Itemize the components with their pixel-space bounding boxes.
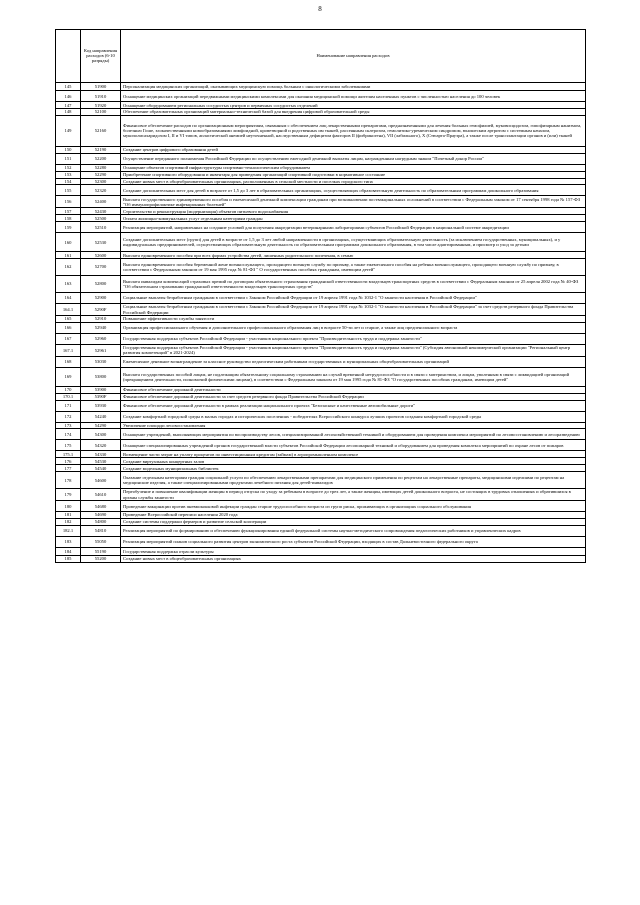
row-name: Государственная поддержка субъектов Российской Федерации - участников национального проекта "Производительность труда и поддержка занятости" (Субсидия автономной некоммерческой организации "Региональный центр развития компетенций" в 2021-2024) [121,344,586,356]
row-name: Приобретение спортивного оборудования и инвентаря для приведения организаций спортивной подготовки в нормативное состояние [121,171,586,178]
table-row [56,208,586,215]
table-row [56,153,586,164]
row-number: 162 [56,259,81,276]
row-number: 163 [56,276,81,293]
row-name: Оснащение объектов спортивной инфраструктуры спортивно-технологическим оборудованием [121,164,586,171]
row-name: Повышение эффективности службы занятости [121,315,586,322]
table-body [56,82,586,562]
table-row [56,315,586,322]
row-name: Создание новых мест в общеобразовательных организациях, расположенных в сельской местности и поселках городского типа [121,178,586,185]
table-row [56,465,586,472]
table-row [56,451,586,458]
row-number: 156 [56,196,81,208]
row-number: 171 [56,400,81,411]
table-row [56,356,586,367]
row-name: Ежемесячное денежное вознаграждение за классное руководство педагогическим работникам государственных и муниципальных общеобразовательных организаций [121,356,586,367]
row-number: 167 [56,333,81,344]
row-code: 54610 [81,489,121,501]
header-number [56,30,81,83]
row-code: 54600 [81,472,121,489]
row-code: 55190 [81,547,121,555]
row-name: Оснащение специализированных учреждений органов государственной власти субъектов Российской Федерации лесопожарной техникой и оборудованием для проведения комплекса мероприятий по охране лесов от пожаров [121,440,586,451]
row-name: Обеспечение образовательных организаций материально-технической базой для внедрения цифровой образовательной среды [121,109,586,116]
row-name: Увеличение площади лесовосстановления [121,422,586,429]
table-row [56,429,586,440]
row-code: 5390F [81,393,121,400]
row-number: 158 [56,215,81,222]
row-name: Создание системы поддержки фермеров и развитие сельской кооперации [121,518,586,525]
row-number: 183 [56,536,81,547]
row-number: 150 [56,146,81,153]
row-number: 185 [56,555,81,562]
row-code: 52160 [81,115,121,146]
row-number: 157 [56,208,81,215]
row-number: 182 [56,518,81,525]
table-row [56,171,586,178]
row-number: 175.1 [56,451,81,458]
row-name: Выплата единовременного пособия беременной жене военнослужащего, проходящего военную службу по призыву, а также ежемесячного пособия на ребенка военнослужащего, проходящего военную службу по призыву, в соответствии с Федеральным законом от 19 мая 1995 года № 81-ФЗ " О государственных пособиях гражданам, имеющим детей" [121,259,586,276]
table-row [56,91,586,102]
row-number: 175 [56,440,81,451]
row-code: 52280 [81,164,121,171]
table-row [56,293,586,304]
row-number: 149 [56,115,81,146]
row-name: Персонализация медицинских организаций, оказывающих медицинскую помощь больным с онкологическими заболеваниями [121,82,586,90]
row-name: Финансовое обеспечение расходов по организационным мероприятиям, связанным с обеспечением лиц лекарственными препаратами, предназначенными для лечения больных гемофилией, муковисцидозом, гипофизарным нанизмом, болезнью Гоше, злокачественными новообразованиями лимфоидной, кроветворной и родственных им тканей, рассеянным склерозом, гемолитико-уремическим синдромом, юношеским артритом с системным началом, мукополисахаридозом I, II и VI типов, апластической анемией неуточненной, наследственным дефицитом факторов II (фибриногена), VII (лабильного), X (Стюарта-Прауэра), а также после трансплантации органов и (или) тканей [121,115,586,146]
row-name: Выплата инвалидам компенсаций страховых премий по договорам обязательного страхования гражданской ответственности владельцев транспортных средств в соответствии с Федеральным законом от 25 апреля 2002 года № 40-ФЗ "Об обязательном страховании гражданской ответственности владельцев транспортных средств" [121,276,586,293]
row-name: Финансовое обеспечение дорожной деятельности [121,386,586,393]
row-number: 170.1 [56,393,81,400]
row-code: 54330 [81,451,121,458]
row-name: Государственная поддержка субъектов Российской Федерации - участников национального проекта "Производительность труда и поддержка занятости" [121,333,586,344]
row-number: 146 [56,91,81,102]
row-code: 52430 [81,208,121,215]
row-code: 54800 [81,518,121,525]
row-name: Организация профессионального обучения и дополнительного профессионального образования лиц в возрасте 50-ти лет и старше, а также лиц предпенсионного возраста [121,322,586,333]
header-code: Код направления расходов (6-10 разряды) [81,30,121,83]
table-row [56,393,586,400]
row-code: 54300 [81,429,121,440]
row-number: 181 [56,512,81,519]
table-row [56,82,586,90]
row-name: Создание новых мест в общеобразовательных организациях [121,555,586,562]
row-code: 52960 [81,333,121,344]
header-name: Наименование направления расходов [121,30,586,83]
table-row [56,501,586,512]
row-name: Проведение вакцинации против пневмококковой инфекции граждан старше трудоспособного возраста из групп риска, проживающих в организациях социального обслуживания [121,501,586,512]
row-code: 52600 [81,252,121,259]
table-row [56,102,586,109]
row-number: 179 [56,489,81,501]
row-name: Социальные выплаты безработным гражданам в соответствии с Законом Российской Федерации от 19 апреля 1991 года № 1032-1 "О занятости населения в Российской Федерации" за счет средств резервного фонда Правительства Российской Федерации [121,304,586,316]
row-number: 151 [56,153,81,164]
table-row [56,322,586,333]
expense-codes-table [55,29,586,563]
row-number: 145 [56,82,81,90]
table-row [56,276,586,293]
row-code: 54540 [81,465,121,472]
row-code: 52400 [81,196,121,208]
page-number: 8 [318,5,322,13]
row-code: 52900 [81,293,121,304]
table-row [56,472,586,489]
row-name: Выплата единовременного пособия при всех формах устройства детей, лишенных родительского попечения, в семью [121,252,586,259]
row-code: 52290 [81,171,121,178]
row-name: Создание виртуальных концертных залов [121,458,586,465]
table-row [56,411,586,422]
table-row [56,185,586,196]
row-number: 153 [56,171,81,178]
table-row [56,344,586,356]
row-code: 53030 [81,356,121,367]
row-name: Выплата государственного единовременного пособия и ежемесячной денежной компенсации гражданам при возникновении поствакцинальных осложнений в соответствии с Федеральным законом от 17 сентября 1998 года № 157-ФЗ "Об иммунопрофилактике инфекционных болезней" [121,196,586,208]
row-name: Переобучение и повышение квалификации женщин в период отпуска по уходу за ребенком в возрасте до трех лет, а также женщин, имеющих детей дошкольного возраста, не состоящих в трудовых отношениях и обратившихся в органы службы занятости [121,489,586,501]
row-name: Финансовое обеспечение дорожной деятельности за счет средств резервного фонда Правительства Российской Федерации [121,393,586,400]
row-name: Строительство и реконструкция (модернизация) объектов питьевого водоснабжения [121,208,586,215]
row-number: 184 [56,547,81,555]
row-code: 55200 [81,555,121,562]
row-name: Реализация мероприятий планов социального развития центров экономического роста субъектов Российской Федерации, входящих в состав Дальневосточного федерального округа [121,536,586,547]
row-name: Реализация мероприятий, направленных на создание условий для получения аккредитации ветеринарными лабораториями субъектов Российской Федерации в национальной системе аккредитации [121,222,586,233]
table-row [56,164,586,171]
table-row [56,525,586,536]
table-row [56,386,586,393]
table-row [56,222,586,233]
row-number: 154 [56,178,81,185]
row-code: 54320 [81,440,121,451]
row-name: Финансовое обеспечение дорожной деятельности в рамках реализации национального проекта "Безопасные и качественные автомобильные дороги" [121,400,586,411]
row-number: 180 [56,501,81,512]
row-code: 53900 [81,386,121,393]
row-number: 170 [56,386,81,393]
row-code: 52510 [81,222,121,233]
row-number: 159 [56,222,81,233]
row-code: 51900 [81,82,121,90]
table-row [56,146,586,153]
row-number: 172 [56,411,81,422]
table-row [56,400,586,411]
table-row [56,489,586,501]
row-name: Возмещение части затрат на уплату процентов по инвестиционным кредитам (займам) в агропромышленном комплексе [121,451,586,458]
row-code: 52190 [81,146,121,153]
row-name: Выплата государственных пособий лицам, не подлежащим обязательному социальному страхованию на случай временной нетрудоспособности и в связи с материнством, и лицам, уволенным в связи с ликвидацией организаций (прекращением деятельности, полномочий физическими лицами), в соответствии с Федеральным законом от 19 мая 1995 года № 81-ФЗ "О государственных пособиях гражданам, имеющим детей" [121,367,586,386]
row-name: Оснащение учреждений, выполняющих мероприятия по воспроизводству лесов, специализированной лесохозяйственной техникой и оборудованием для проведения комплекса мероприятий по лесовосстановлению и лесоразведению [121,429,586,440]
row-code: 52961 [81,344,121,356]
table-header-row [56,30,586,83]
row-number: 182.1 [56,525,81,536]
row-name: Создание комфортной городской среды в малых городах и исторических поселениях - победителях Всероссийского конкурса лучших проектов создания комфортной городской среды [121,411,586,422]
row-name: Проведение Всероссийской переписи населения 2020 года [121,512,586,519]
row-name: Создание дополнительных мест для детей в возрасте от 1,5 до 3 лет в образовательных организациях, осуществляющих образовательную деятельность по образовательным программам дошкольного образования [121,185,586,196]
row-code: 5290F [81,304,121,316]
row-code: 54240 [81,411,121,422]
row-name: Государственная поддержка отрасли культуры [121,547,586,555]
row-code: 54810 [81,525,121,536]
row-number: 178 [56,472,81,489]
table-row [56,422,586,429]
table-row [56,458,586,465]
row-number: 152 [56,164,81,171]
table-row [56,196,586,208]
row-code: 52100 [81,109,121,116]
table-row [56,252,586,259]
row-code: 51920 [81,102,121,109]
table-row [56,109,586,116]
table-row [56,518,586,525]
row-name: Оснащение медицинских организаций передвижными медицинскими комплексами для оказания медицинской помощи жителям населенных пунктов с численностью населения до 100 человек [121,91,586,102]
row-number: 166 [56,322,81,333]
table-row [56,304,586,316]
table-row [56,233,586,252]
row-code: 52700 [81,259,121,276]
row-name: Создание дополнительных мест (групп) для детей в возрасте от 1,5 до 3 лет любой направленности в организациях, осуществляющих образовательную деятельность (за исключением государственных, муниципальных), и у индивидуальных предпринимателей, осуществляющих образовательную деятельность по образовательным программам дошкольного образования, в том числе адаптированным, и присмотр и уход за детьми [121,233,586,252]
row-number: 164 [56,293,81,304]
row-number: 177 [56,465,81,472]
row-number: 164.1 [56,304,81,316]
row-name: Оснащение оборудованием региональных сосудистых центров и первичных сосудистых отделений [121,102,586,109]
row-number: 176 [56,458,81,465]
row-code: 54530 [81,458,121,465]
row-code: 54290 [81,422,121,429]
row-code: 52530 [81,233,121,252]
row-code: 52800 [81,276,121,293]
row-number: 169 [56,367,81,386]
row-code: 52910 [81,315,121,322]
row-code: 52200 [81,153,121,164]
row-code: 54690 [81,512,121,519]
row-name: Оказание отдельным категориям граждан социальной услуги по обеспечению лекарственными препаратами для медицинского применения по рецептам на лекарственные препараты, медицинскими изделиями по рецептам на медицинские изделия, а также специализированными продуктами лечебного питания для детей-инвалидов [121,472,586,489]
table-row [56,512,586,519]
row-code: 53800 [81,367,121,386]
table-row [56,333,586,344]
row-code: 52940 [81,322,121,333]
row-code: 55050 [81,536,121,547]
row-code: 51910 [81,91,121,102]
row-name: Социальные выплаты безработным гражданам в соответствии с Законом Российской Федерации от 19 апреля 1991 года № 1032-1 "О занятости населения в Российской Федерации" [121,293,586,304]
row-name: Осуществление переданного полномочия Российской Федерации по осуществлению ежегодной денежной выплаты лицам, награжденным нагрудным знаком "Почетный донор России" [121,153,586,164]
row-number: 165 [56,315,81,322]
row-name: Создание центров цифрового образования детей [121,146,586,153]
row-name: Реализация мероприятий по формированию и обеспечению функционирования единой федеральной системы научно-методического сопровождения педагогических работников и управленческих кадров [121,525,586,536]
table-row [56,178,586,185]
table-row [56,215,586,222]
row-number: 155 [56,185,81,196]
row-number: 160 [56,233,81,252]
row-code: 53930 [81,400,121,411]
table-row [56,259,586,276]
row-number: 147 [56,102,81,109]
table-row [56,536,586,547]
row-number: 168 [56,356,81,367]
table-row [56,440,586,451]
row-name: Создание модельных муниципальных библиотек [121,465,586,472]
row-number: 161 [56,252,81,259]
row-code: 54680 [81,501,121,512]
table-row [56,367,586,386]
row-number: 173 [56,422,81,429]
row-code: 52320 [81,185,121,196]
row-code: 52300 [81,178,121,185]
row-number: 148 [56,109,81,116]
table-row [56,115,586,146]
row-code: 52500 [81,215,121,222]
row-number: 174 [56,429,81,440]
table-row [56,555,586,562]
row-name: Оплата жилищно-коммунальных услуг отдельным категориям граждан [121,215,586,222]
row-number: 167.1 [56,344,81,356]
table-row [56,547,586,555]
